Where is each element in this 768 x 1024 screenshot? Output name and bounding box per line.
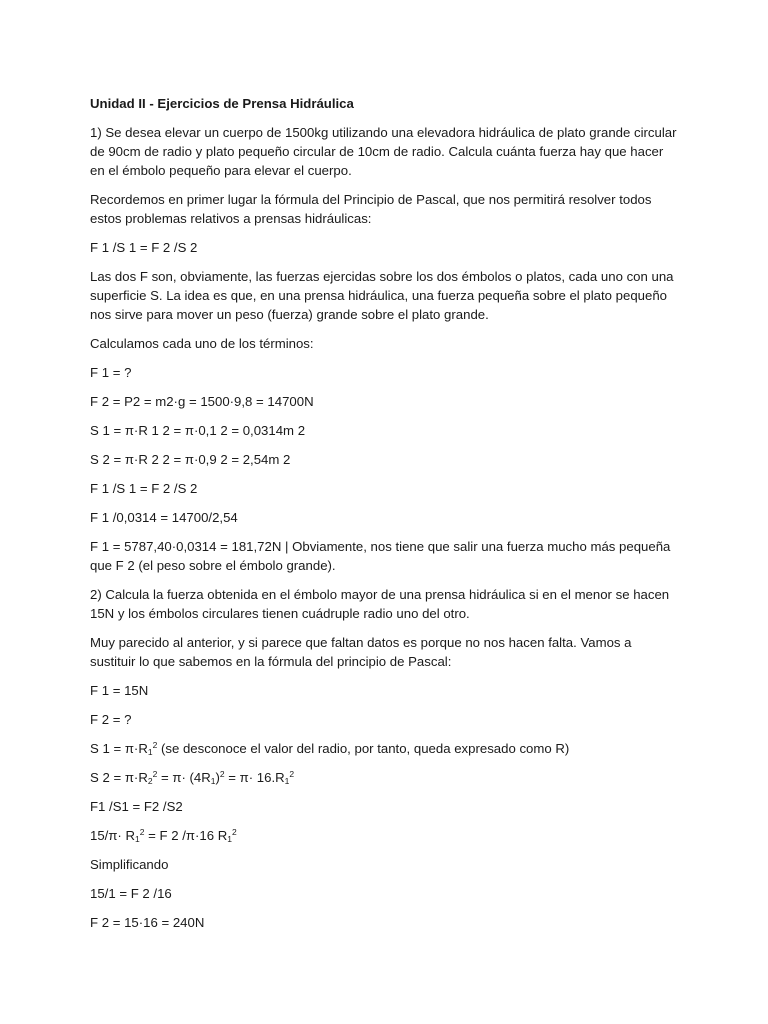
equation-f1-unknown: F 1 = ? — [90, 365, 132, 380]
pascal-intro-paragraph: Recordemos en primer lugar la fórmula del Principio de Pascal, que nos permitirá resolver todos estos problemas relativos a prensas hidráulicas: — [90, 192, 652, 226]
pascal-formula: F 1 /S 1 = F 2 /S 2 — [90, 240, 198, 255]
exercise-2-intro: Muy parecido al anterior, y si parece que faltan datos es porque no nos hacen falta. Vamos a sustituir lo que sabemos en la fórmula del principio de Pascal: — [90, 635, 632, 669]
equation-f2-weight: F 2 = P2 = m2·g = 1500·9,8 = 14700N — [90, 394, 314, 409]
equation-s1-symbolic: S $1 = \pi\cdot R_1^2$ (se desconoce el valor del radio, por tanto, queda expresado como R) — [90, 740, 570, 757]
exercise-1-statement: 1) Se desea elevar un cuerpo de 1500kg utilizando una elevadora hidráulica de plato grande circular de 90cm de radio y plato pequeño circular de 10cm de radio. Calcula cuánta fuerza hay que hacer en el émbolo pequeño para elevar el cuerpo. — [90, 125, 677, 178]
equation-f1-given: F 1 = 15N — [90, 683, 149, 698]
simplify-label: Simplificando — [90, 857, 169, 872]
calculation-intro: Calculamos cada uno de los términos: — [90, 336, 314, 351]
equation-f2-result: F 2 = 15·16 = 240N — [90, 915, 205, 930]
document-title: Unidad II - Ejercicios de Prensa Hidráulica — [90, 96, 354, 111]
equation-simplified: 15/1 = F 2 /16 — [90, 886, 172, 901]
equation-s2-area: S 2 = π·R 2 2 = π·0,9 2 = 2,54m 2 — [90, 452, 291, 467]
equation-substitution: F 1 /0,0314 = 14700/2,54 — [90, 510, 238, 525]
document-body — [90, 94, 680, 942]
equation-f2-unknown: F 2 = ? — [90, 712, 132, 727]
explanation-paragraph: Las dos F son, obviamente, las fuerzas ejercidas sobre los dos émbolos o platos, cada uno con una superficie S. La idea es que, en una prensa hidráulica, una fuerza pequeña sobre el plato pequeño nos sirve para mover un peso (fuerza) grande sobre el plato grande. — [90, 269, 674, 322]
exercise-2-statement: 2) Calcula la fuerza obtenida en el émbolo mayor de una prensa hidráulica si en el menor se hacen 15N y los émbolos circulares tienen cuádruple radio uno del otro. — [90, 587, 670, 621]
equation-s1-area: S 1 = π·R 1 2 = π·0,1 2 = 0,0314m 2 — [90, 423, 306, 438]
pascal-formula-compact: F1 /S1 = F2 /S2 — [90, 799, 183, 814]
equation-s2-symbolic: S $2 = \pi\cdot R_2^2 = \pi\cdot (4R_1)^2 = \pi\cdot 16.R_1^2$ — [90, 769, 295, 786]
equation-ratio-substitution: $15/\pi\cdot R_1^2 = F$ 2 /π·16 $R_1^2$ — [90, 827, 237, 844]
equation-f1-result: F 1 = 5787,40·0,0314 = 181,72N | Obviamente, nos tiene que salir una fuerza mucho más pequeña que F 2 (el peso sobre el émbolo grande). — [90, 539, 671, 573]
pascal-formula-repeat: F 1 /S 1 = F 2 /S 2 — [90, 481, 198, 496]
